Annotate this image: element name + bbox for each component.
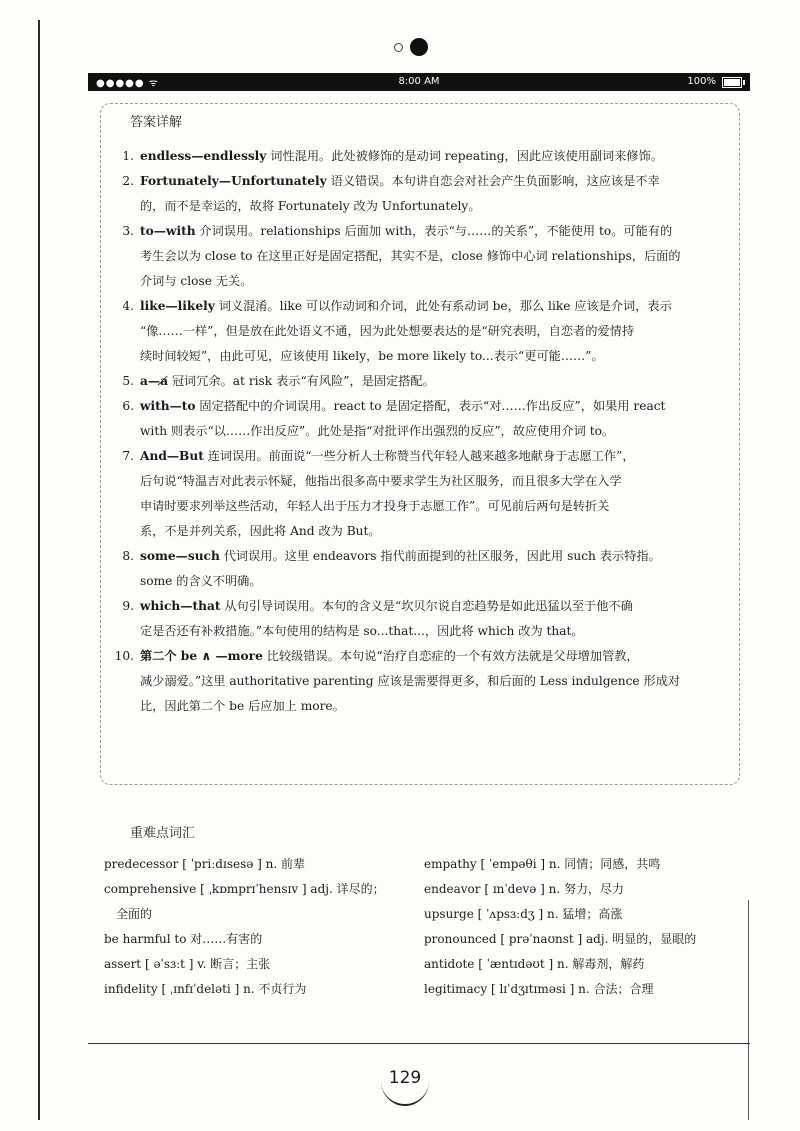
answer-line: [140, 144, 722, 169]
answer-number: 6.: [122, 399, 134, 413]
answer-text: some 的含义不明确。: [140, 574, 262, 588]
answer-key: And—But: [140, 449, 204, 463]
answer-line: [140, 344, 722, 369]
vocab-section-title: 重难点词汇: [130, 826, 196, 841]
answer-line: [140, 394, 722, 419]
answer-number: 1.: [122, 149, 134, 163]
answer-number: 5.: [122, 374, 134, 388]
answer-text: “像……一样”，但是放在此处语义不通，因为此处想要表达的是“研究表明，自恋者的爱情持: [140, 324, 635, 338]
battery-percent: 100%: [687, 76, 716, 87]
answer-text: 比较级错误。本句说“治疗自恋症的一个有效方法就是父母增加管教，: [262, 649, 639, 663]
answer-text: 的，而不是幸运的，故将 Fortunately 改为 Unfortunately。: [140, 199, 481, 213]
vocab-item: predecessor [ ˈpriːdɪsesə ] n. 前辈: [104, 857, 306, 871]
answer-line: [140, 569, 722, 594]
answer-number: 7.: [122, 449, 134, 463]
answer-text: 词性混用。此处被修饰的是动词 repeating，因此应该使用副词来修饰。: [266, 149, 663, 163]
answer-text: 介词误用。relationships 后面加 with，表示“与……的关系”，不能使用 to。可能有的: [195, 224, 673, 238]
answer-key: endless—endlessly: [140, 149, 267, 163]
answer-text: 续时间较短”，由此可见，应该使用 likely，be more likely to...表示“更可能……”。: [140, 349, 604, 363]
vocab-item: legitimacy [ lɪˈdʒɪtɪməsi ] n. 合法；合理: [424, 982, 654, 996]
answer-item: [112, 219, 722, 294]
answer-line: [140, 244, 722, 269]
answer-text: 减少溺爱。”这里 authoritative parenting 应该是需要得更多，和后面的 Less indulgence 形成对: [140, 674, 681, 688]
answer-line: [140, 319, 722, 344]
answer-text: 固定搭配中的介词误用。react to 是固定搭配，表示“对……作出反应”，如果用 react: [195, 399, 666, 413]
vocab-column-right: [424, 852, 734, 1002]
vocab-item: 全面的: [104, 907, 153, 921]
answer-number: 4.: [122, 299, 134, 313]
answer-text: 后句说“特温吉对此表示怀疑，他指出很多高中要求学生为社区服务，而且很多大学在入学: [140, 474, 622, 488]
answer-section-title: 答案详解: [130, 115, 183, 130]
answer-text: with 则表示“以……作出反应”。此处是指“对批评作出强烈的反应”，故应使用介词 to。: [140, 424, 615, 438]
answer-key: to—with: [140, 224, 196, 238]
answer-text: 介词与 close 无关。: [140, 274, 253, 288]
page-number: 129: [381, 1056, 429, 1106]
answer-line: [140, 494, 722, 519]
answer-item: [112, 294, 722, 369]
answer-line: [140, 694, 722, 719]
answer-line: [140, 444, 722, 469]
answer-item: [112, 594, 722, 644]
answer-line: [140, 469, 722, 494]
battery-fill: [724, 79, 740, 86]
answer-text: 系，不是并列关系，因此将 And 改为 But。: [140, 524, 381, 538]
vocab-item: antidote [ ˈæntɪdəʊt ] n. 解毒剂，解药: [424, 957, 645, 971]
battery-icon: [722, 77, 742, 88]
answer-text: 冠词冗余。at risk 表示“有风险”，是固定搭配。: [167, 374, 435, 388]
answer-line: [140, 594, 722, 619]
vocab-item: pronounced [ prəˈnaʊnst ] adj. 明显的，显眼的: [424, 932, 697, 946]
answer-line: [140, 419, 722, 444]
answer-text: 比，因此第二个 be 后应加上 more。: [140, 699, 345, 713]
answer-line: [140, 519, 722, 544]
answer-text: 申请时要求列举这些活动，年轻人出于压力才投身于志愿工作”。可见前后两句是转折关: [140, 499, 610, 513]
answer-text: 语义错误。本句讲自恋会对社会产生负面影响，这应该是不幸: [326, 174, 660, 188]
answer-item: [112, 369, 722, 394]
answer-key: a—a̸: [140, 374, 168, 388]
answer-number: 10.: [114, 649, 134, 663]
answer-text: 连词误用。前面说“一些分析人士称赞当代年轻人越来越多地献身于志愿工作”，: [203, 449, 635, 463]
answer-number: 2.: [122, 174, 134, 188]
vocab-item: be harmful to 对……有害的: [104, 932, 263, 946]
vocab-item: assert [ əˈsɜːt ] v. 断言；主张: [104, 957, 271, 971]
answer-line: [140, 544, 722, 569]
answer-item: [112, 544, 722, 594]
answer-line: [140, 269, 722, 294]
answer-key: with—to: [140, 399, 196, 413]
answer-list: [112, 144, 722, 719]
answer-item: [112, 169, 722, 219]
answer-item: [112, 644, 722, 719]
camera-sensor-icon: [394, 43, 403, 52]
answer-key: 第二个 be ∧ —more: [140, 649, 263, 663]
signal-icon: ●●●●● ᯤ: [96, 78, 159, 89]
answer-number: 9.: [122, 599, 134, 613]
left-margin-rule: [38, 20, 40, 1120]
answer-text: 词义混淆。like 可以作动词和介词，此处有系动词 be，那么 like 应该是介词，表示: [214, 299, 672, 313]
status-time: 8:00 AM: [398, 76, 440, 87]
answer-line: [140, 669, 722, 694]
answer-line: [140, 644, 722, 669]
vocab-item: comprehensive [ ˌkɒmprɪˈhensɪv ] adj. 详尽的；: [104, 882, 385, 896]
answer-number: 3.: [122, 224, 134, 238]
answer-number: 8.: [122, 549, 134, 563]
answer-item: [112, 444, 722, 544]
answer-text: 考生会以为 close to 在这里正好是固定搭配，其实不是，close 修饰中心词 relationships，后面的: [140, 249, 681, 263]
answer-text: 代词误用。这里 endeavors 指代前面提到的社区服务，因此用 such 表示特指。: [219, 549, 661, 563]
camera-icon: [410, 38, 428, 56]
vocab-item: infidelity [ ˌɪnfɪˈdeləti ] n. 不贞行为: [104, 982, 307, 996]
right-margin-rule: [748, 900, 749, 1120]
answer-item: [112, 394, 722, 444]
answer-line: [140, 369, 722, 394]
vocab-item: endeavor [ ɪnˈdevə ] n. 努力，尽力: [424, 882, 625, 896]
vocab-column-left: [104, 852, 414, 1002]
answer-line: [140, 169, 722, 194]
vocab-item: empathy [ ˈempəθi ] n. 同情；同感，共鸣: [424, 857, 661, 871]
answer-key: Fortunately—Unfortunately: [140, 174, 327, 188]
answer-line: [140, 219, 722, 244]
answer-text: 定是否还有补救措施。”本句使用的结构是 so...that...，因此将 which 改为 that。: [140, 624, 584, 638]
status-bar: [88, 73, 750, 91]
answer-line: [140, 194, 722, 219]
footer-rule: [88, 1043, 750, 1044]
answer-key: like—likely: [140, 299, 215, 313]
vocab-item: upsurge [ ˈʌpsɜːdʒ ] n. 猛增；高涨: [424, 907, 623, 921]
answer-item: [112, 144, 722, 169]
answer-key: which—that: [140, 599, 221, 613]
answer-key: some—such: [140, 549, 220, 563]
answer-line: [140, 294, 722, 319]
answer-line: [140, 619, 722, 644]
answer-text: 从句引导词误用。本句的含义是“坎贝尔说自恋趋势是如此迅猛以至于他不确: [220, 599, 633, 613]
